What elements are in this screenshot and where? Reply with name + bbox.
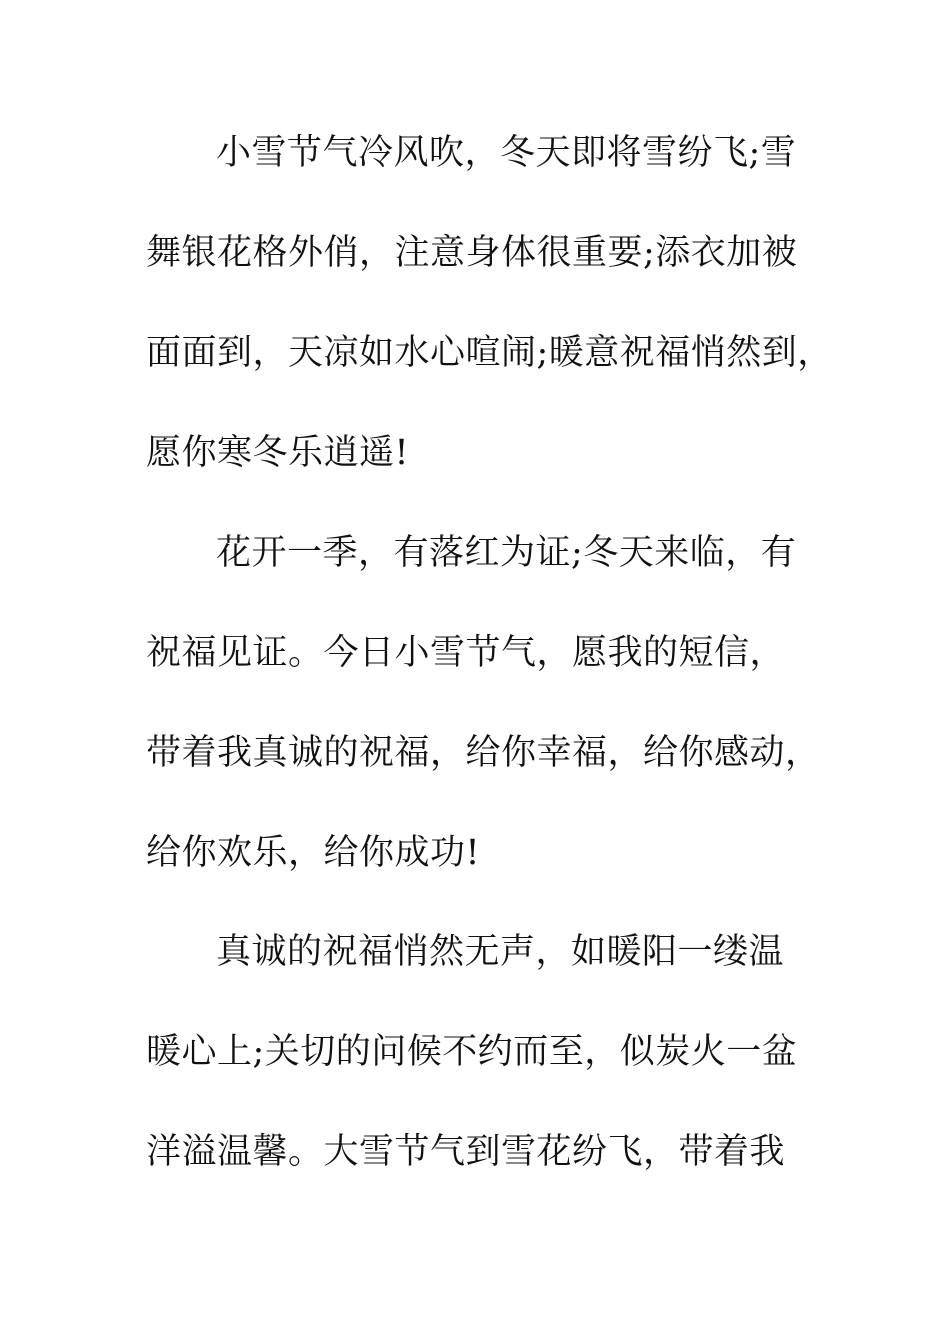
paragraph-line: 给你欢乐，给你成功! — [146, 833, 481, 873]
paragraph-line: 暖心上;关切的问候不约而至，似炭火一盆 — [146, 1032, 798, 1072]
paragraph-line: 祝福见证。今日小雪节气，愿我的短信， — [146, 633, 786, 673]
paragraph-line: 带着我真诚的祝福，给你幸福，给你感动， — [146, 733, 821, 773]
paragraph-line: 小雪节气冷风吹，冬天即将雪纷飞;雪 — [216, 133, 797, 173]
paragraph-line: 愿你寒冬乐逍遥! — [146, 433, 410, 473]
paragraph-line: 真诚的祝福悄然无声，如暖阳一缕温 — [216, 932, 785, 972]
paragraph-line: 花开一季，有落红为证;冬天来临，有 — [216, 533, 797, 573]
paragraph-line: 面面到，天凉如水心喧闹;暖意祝福悄然到， — [146, 333, 833, 373]
paragraph-line: 洋溢温馨。大雪节气到雪花纷飞，带着我 — [146, 1132, 786, 1172]
paragraph-line: 舞银花格外俏，注意身体很重要;添衣加被 — [146, 233, 798, 273]
